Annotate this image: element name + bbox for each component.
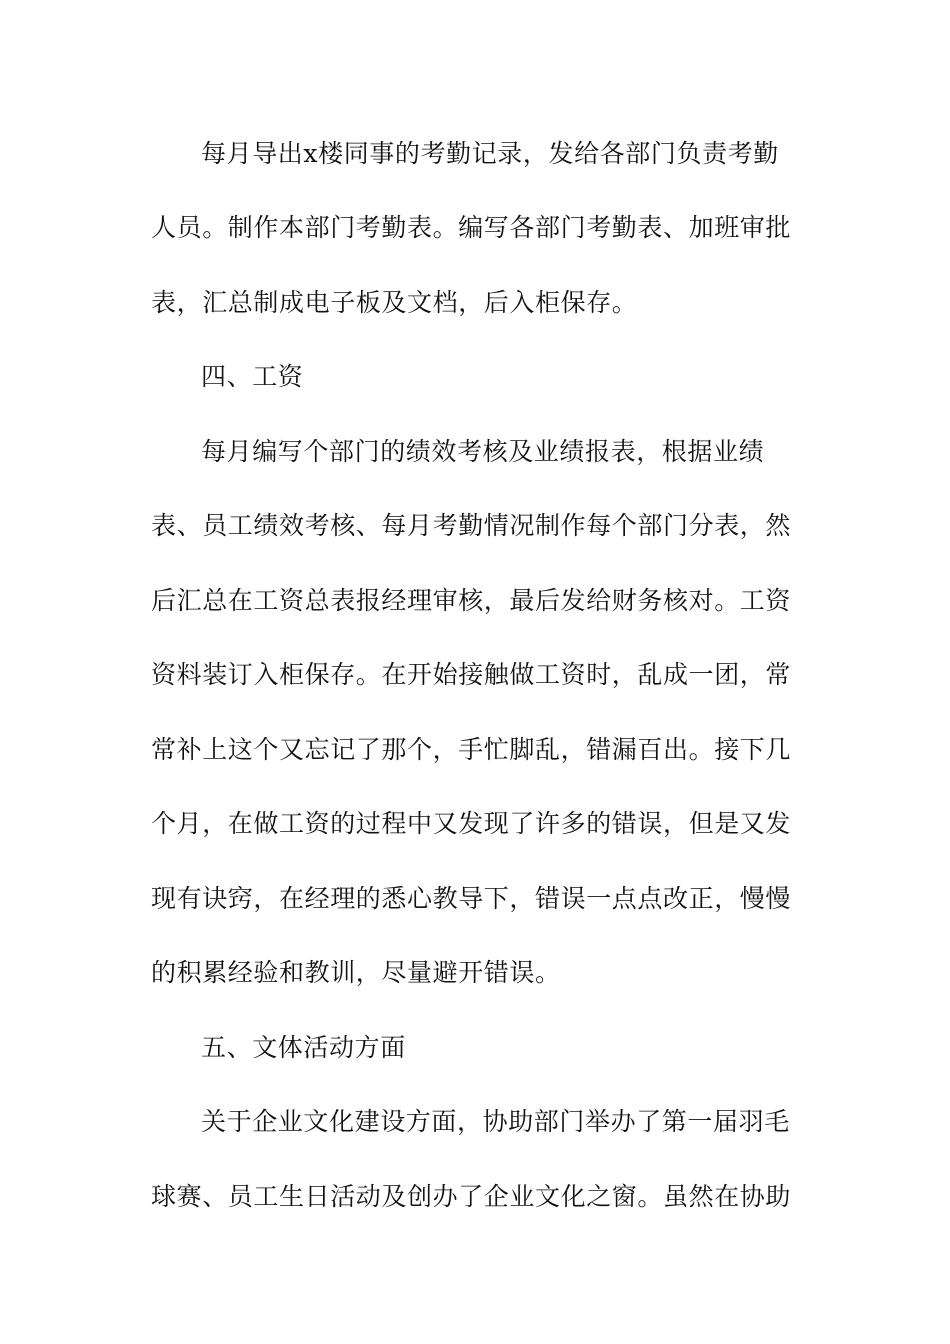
- paragraph-line: 人员。制作本部门考勤表。编写各部门考勤表、加班审批: [151, 213, 792, 242]
- paragraph-line: 每月编写个部门的绩效考核及业绩报表，根据业绩: [201, 437, 765, 466]
- paragraph-line: 表，汇总制成电子板及文档，后入柜保存。: [151, 288, 638, 317]
- paragraph-line: 资料装订入柜保存。在开始接触做工资时，乱成一团，常: [151, 660, 792, 689]
- paragraph-line: 的积累经验和教训，尽量避开错误。: [151, 958, 561, 987]
- paragraph-line: 表、员工绩效考核、每月考勤情况制作每个部门分表，然: [151, 511, 792, 540]
- paragraph-line: 现有诀窍，在经理的悉心教导下，错误一点点改正，慢慢: [151, 884, 792, 913]
- paragraph-line: 关于企业文化建设方面，协助部门举办了第一届羽毛: [201, 1107, 790, 1136]
- section-heading: 四、工资: [201, 362, 304, 391]
- paragraph-line: 每月导出x楼同事的考勤记录，发给各部门负责考勤: [201, 139, 779, 168]
- section-heading: 五、文体活动方面: [201, 1033, 406, 1062]
- paragraph-line: 个月，在做工资的过程中又发现了许多的错误，但是又发: [151, 809, 792, 838]
- paragraph-line: 常补上这个又忘记了那个，手忙脚乱，错漏百出。接下几: [151, 735, 792, 764]
- paragraph-line: 球赛、员工生日活动及创办了企业文化之窗。虽然在协助: [151, 1182, 792, 1211]
- paragraph-line: 后汇总在工资总表报经理审核，最后发给财务核对。工资: [151, 586, 792, 615]
